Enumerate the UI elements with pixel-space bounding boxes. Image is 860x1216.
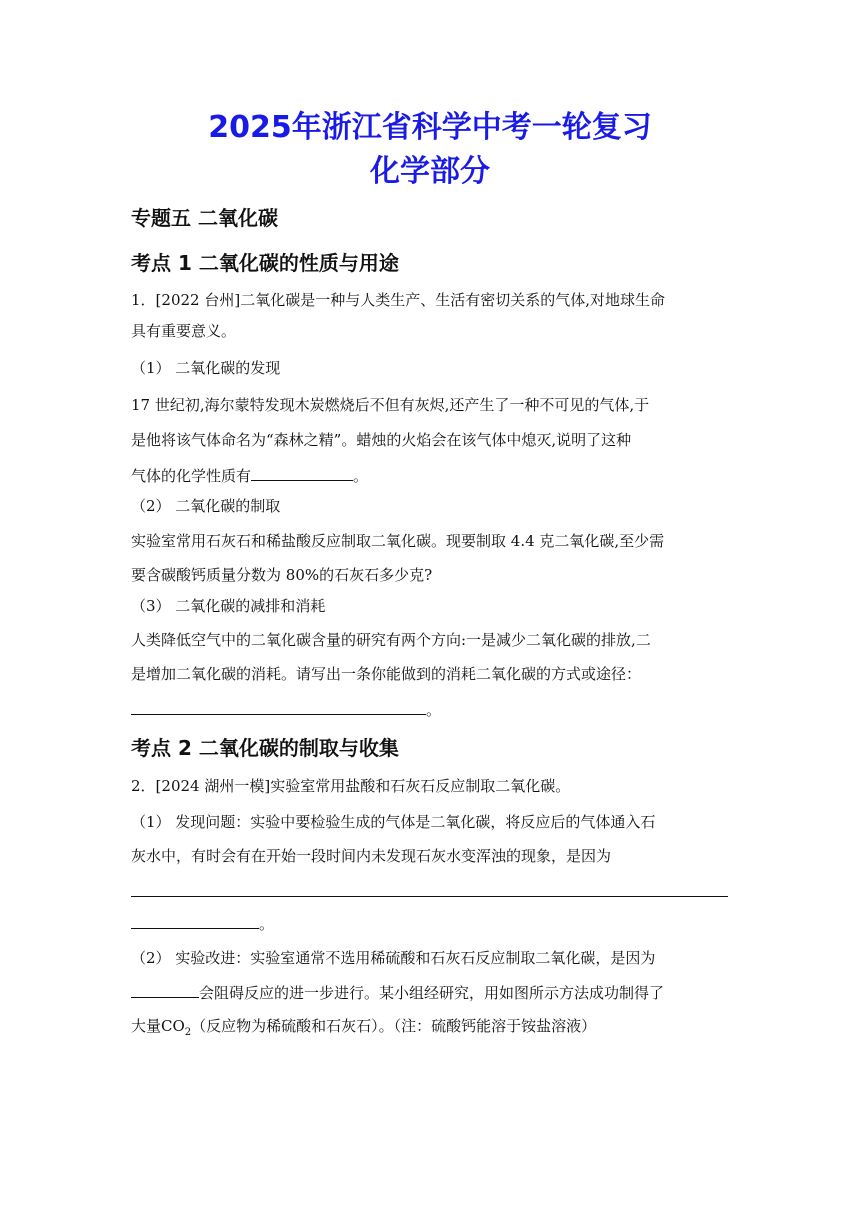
answer-suffix: 。: [259, 915, 275, 933]
question-1-part-1-line-3: [131, 465, 368, 486]
formula-subscript: 2: [184, 1027, 192, 1038]
question-2-part-1-line-4: [131, 913, 274, 934]
text-suffix: （反应物为稀硫酸和石灰石）。（注：硫酸钙能溶于铵盐溶液）: [191, 1017, 597, 1035]
question-1-part-2-line-1: 实验室常用石灰石和稀盐酸反应制取二氧化碳。现要制取 4.4 克二氧化碳,至少需: [131, 532, 665, 550]
question-1-part-3-line-1: 人类降低空气中的二氧化碳含量的研究有两个方向:一是减少二氧化碳的排放,二: [131, 631, 651, 649]
question-1-line-2: 具有重要意义。: [131, 322, 237, 340]
topic-heading: 专题五 二氧化碳: [131, 206, 278, 230]
question-2-part-1-line-2: 灰水中，有时会有在开始一段时间内未发现石灰水变浑浊的现象，是因为: [131, 847, 612, 865]
question-1-part-2-label: （2） 二氧化碳的制取: [131, 497, 281, 515]
answer-suffix: 会阻碍反应的进一步进行。某小组经研究，用如图所示方法成功制得了: [199, 984, 665, 1002]
document-title-line-1: 2025年浙江省科学中考一轮复习: [208, 110, 652, 145]
formula-base: CO: [161, 1017, 185, 1035]
question-2-part-1-line-1: （1） 发现问题：实验中要检验生成的气体是二氧化碳，将反应后的气体通入石: [131, 813, 656, 831]
question-2-part-2-line-3: [131, 1016, 596, 1043]
question-1-part-3-line-3: [131, 699, 441, 720]
question-2-part-2-line-2: [131, 982, 664, 1003]
answer-blank-line[interactable]: [131, 896, 728, 897]
answer-blank[interactable]: [131, 913, 259, 929]
document-title-line-2: 化学部分: [370, 154, 490, 189]
question-1-part-3-label: （3） 二氧化碳的减排和消耗: [131, 597, 326, 615]
text-prefix: 大量: [131, 1017, 162, 1035]
answer-suffix: 。: [353, 467, 369, 485]
question-2-line-1: 2．[2024 湖州一模]实验室常用盐酸和石灰石反应制取二氧化碳。: [131, 777, 571, 795]
question-2-part-2-line-1: （2） 实验改进：实验室通常不选用稀硫酸和石灰石反应制取二氧化碳，是因为: [131, 949, 656, 967]
question-1-part-1-label: （1） 二氧化碳的发现: [131, 359, 281, 377]
answer-blank[interactable]: [131, 982, 199, 998]
co2-formula: [161, 1017, 192, 1038]
section-2-heading: 考点 2 二氧化碳的制取与收集: [131, 736, 399, 760]
question-1-part-3-line-2: 是增加二氧化碳的消耗。请写出一条你能做到的消耗二氧化碳的方式或途径：: [131, 665, 642, 683]
answer-suffix: 。: [426, 701, 442, 719]
question-1-part-1-line-1: 17 世纪初,海尔蒙特发现木炭燃烧后不但有灰烬,还产生了一种不可见的气体,于: [131, 396, 650, 414]
section-1-heading: 考点 1 二氧化碳的性质与用途: [131, 251, 399, 275]
question-1-line-1: 1．[2022 台州]二氧化碳是一种与人类生产、生活有密切关系的气体,对地球生命: [131, 291, 665, 309]
question-1-part-2-line-2: 要含碳酸钙质量分数为 80%的石灰石多少克?: [131, 566, 433, 584]
answer-blank[interactable]: [251, 465, 353, 481]
answer-prefix: 气体的化学性质有: [131, 467, 252, 485]
question-1-part-1-line-2: 是他将该气体命名为“森林之精”。蜡烛的火焰会在该气体中熄灭,说明了这种: [131, 431, 632, 449]
answer-blank[interactable]: [131, 699, 426, 715]
